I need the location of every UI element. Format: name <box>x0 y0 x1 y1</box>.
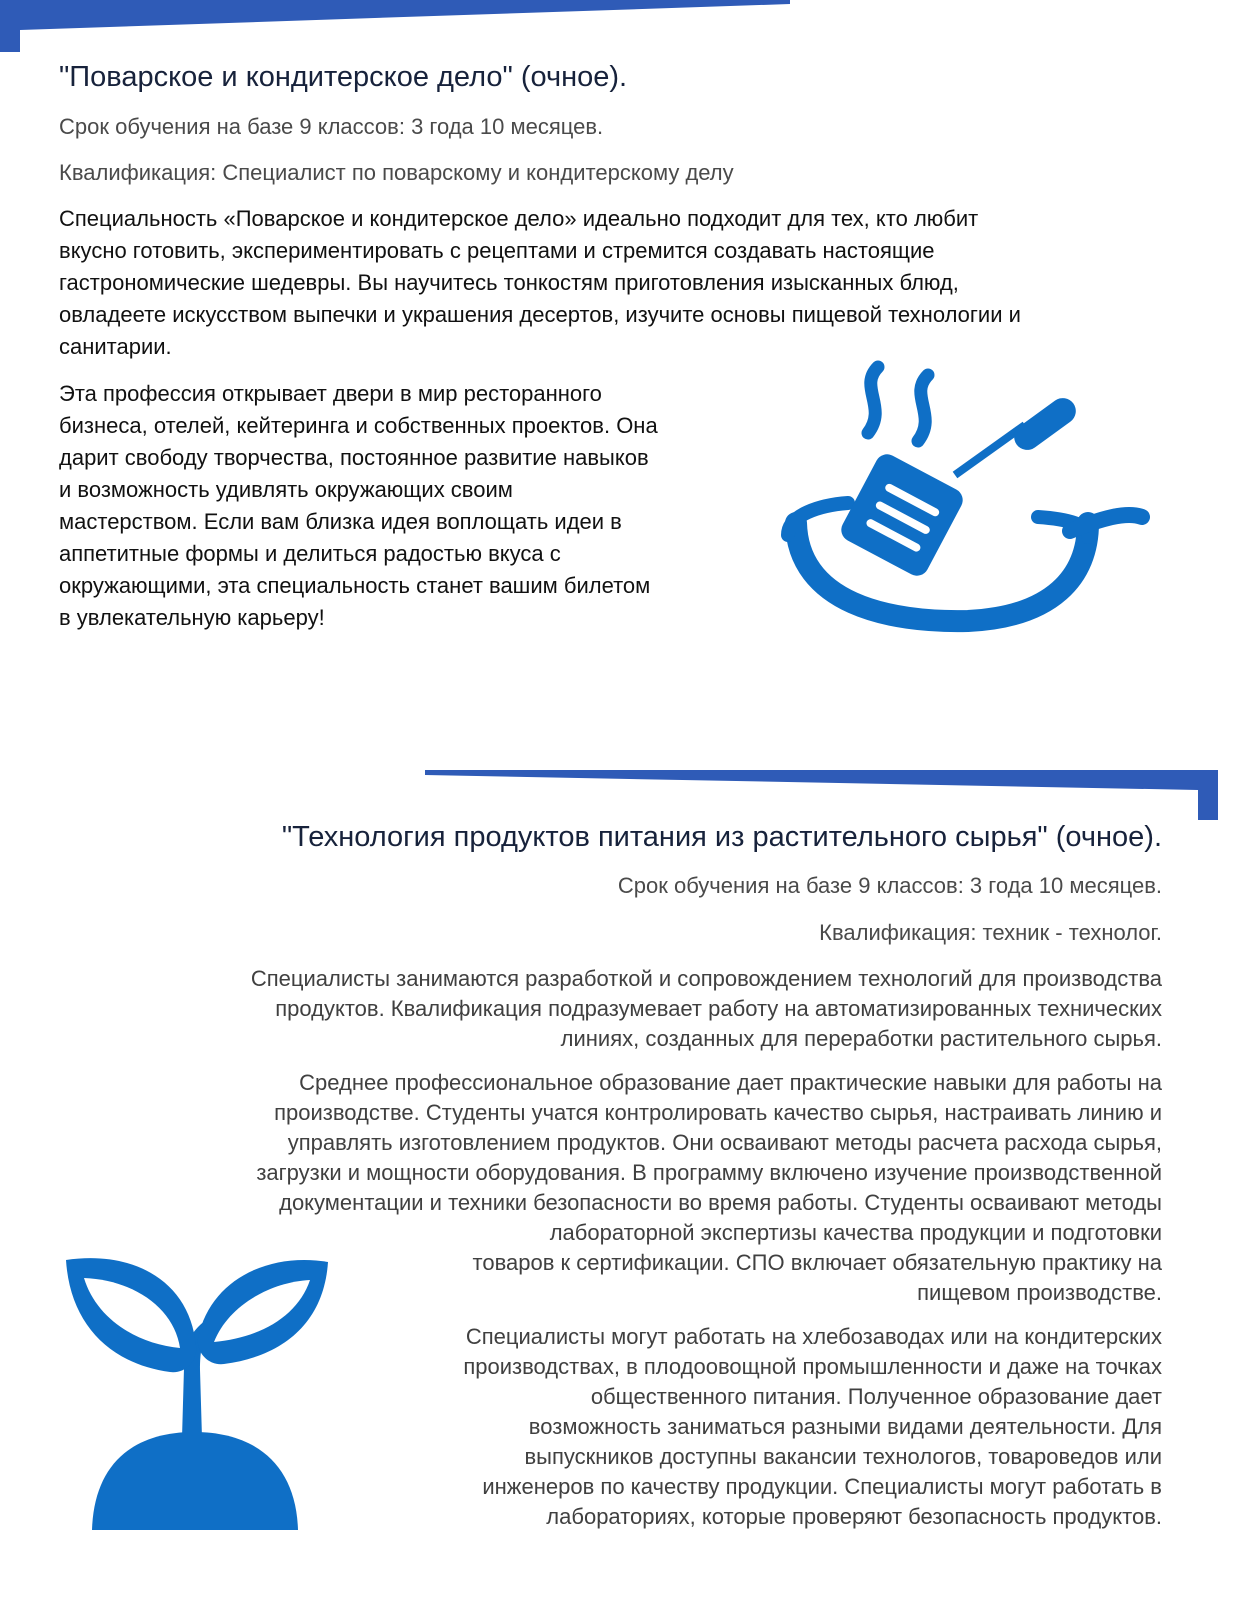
header-bracket-top <box>0 0 800 56</box>
section1-description: Специальность «Поварское и кондитерское дело» идеально подходит для тех, кто любит вкусно готовить, экспериментировать с рецептами и стремится создавать настоящие гастрономические шедевры. Вы научитесь тонкостям приготовления изысканных блюд, овладеете искусством выпечки и украшения десертов, изучите основы пищевой технологии и санитарии. <box>59 206 1021 359</box>
section1-career-text: Эта профессия открывает двери в мир ресторанного бизнеса, отелей, кейтеринга и собственных проектов. Она дарит свободу творчества, постоянное развитие навыков и возможность удивлять окружающих своим мастерством. Если вам близка идея воплощать идеи в аппетитные формы и делиться радостью вкуса с окружающими, эта специальность станет вашим билетом в увлекательную карьеру! <box>59 381 658 630</box>
section1-title: "Поварское и кондитерское дело" (очное). <box>59 61 628 93</box>
section1-duration: Срок обучения на базе 9 классов: 3 года 10 месяцев. <box>59 114 604 139</box>
section2-career-text: Специалисты могут работать на хлебозаводах или на кондитерских производствах, в плодоовощной промышленности и даже на точках общественного питания. Полученное образование дает возможность заниматься разными видами деятельности. Для выпускников доступны вакансии технологов, товароведов или инженеров по качеству продукции. Специалисты могут работать в лабораториях, которые проверяют безопасность продуктов. <box>463 1324 1162 1529</box>
frying-pan-spatula-icon <box>770 355 1160 640</box>
section2-qualification: Квалификация: техник - технолог. <box>819 920 1162 945</box>
seedling-icon <box>62 1250 334 1530</box>
section2-title: "Технология продуктов питания из растительного сырья" (очное). <box>281 821 1162 853</box>
section2-duration: Срок обучения на базе 9 классов: 3 года 10 месяцев. <box>617 873 1162 898</box>
header-bracket-middle <box>425 770 1221 824</box>
section2-training-text: Среднее профессиональное образование дает практические навыки для работы на производстве. Студенты учатся контролировать качество сырья, настраивать линию и управлять изготовлением продуктов. Они осваивают методы расчета расхода сырья, загрузки и мощности оборудования. В программу включено изучение производственной документации и техники безопасности во время работы. Студенты осваивают методы лабораторной экспертизы качества продукции и подготовки товаров к сертификации. СПО включает обязательную практику на пищевом производстве. <box>256 1070 1162 1305</box>
section1-qualification: Квалификация: Специалист по поварскому и кондитерскому делу <box>59 160 734 185</box>
section2-description: Специалисты занимаются разработкой и сопровождением технологий для производства продуктов. Квалификация подразумевает работу на автоматизированных технических линиях, созданных для переработки растительного сырья. <box>250 966 1162 1051</box>
